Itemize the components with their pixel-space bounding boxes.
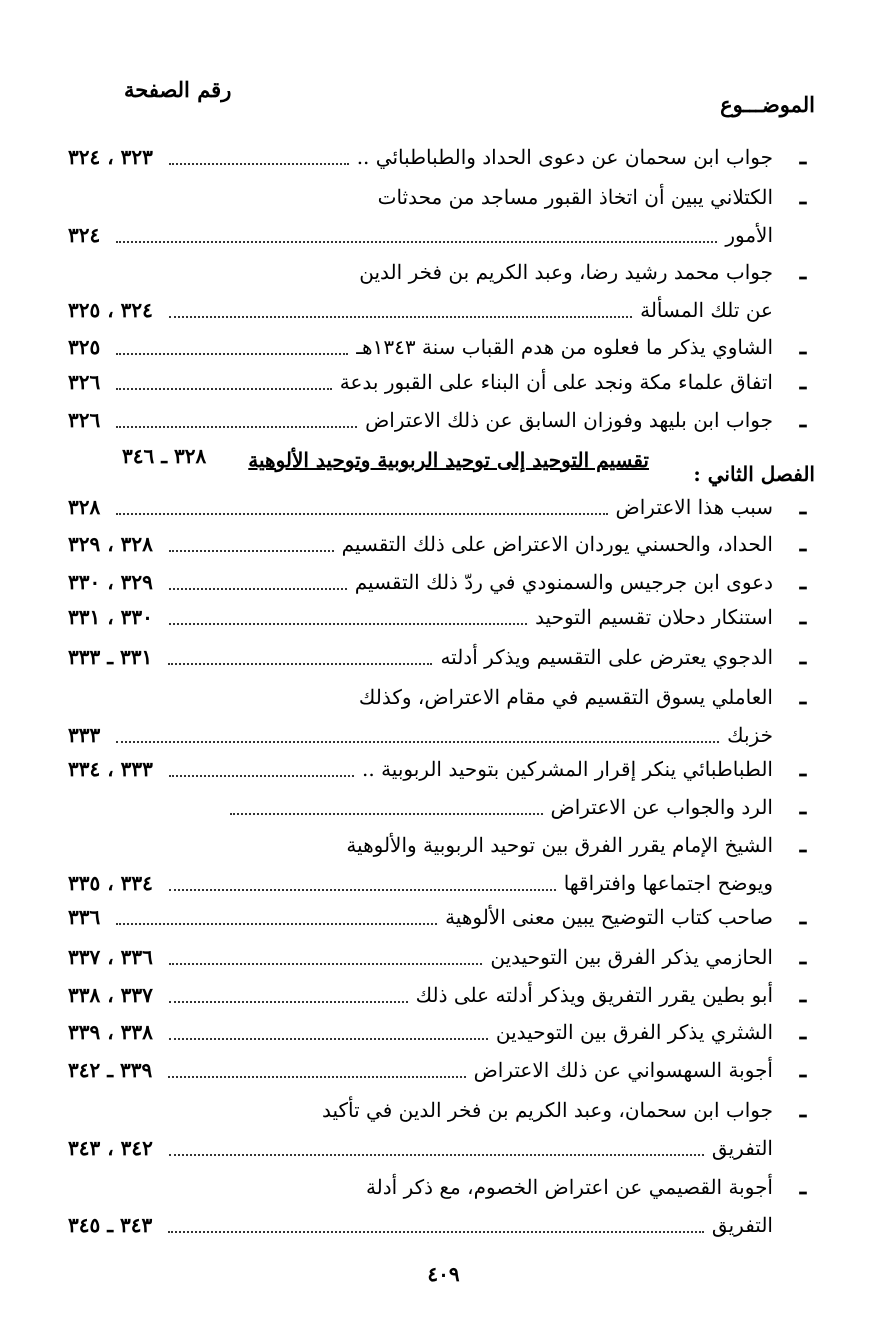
toc-entry-pages: ٣٣٦ ، ٣٣٧ bbox=[68, 945, 153, 969]
bullet-dash: ـ bbox=[799, 904, 807, 930]
toc-entry-line bbox=[60, 640, 815, 674]
toc-entry bbox=[60, 900, 815, 938]
toc-entry bbox=[60, 790, 815, 828]
toc-entry-pages: ٣٣٩ ـ ٣٤٢ bbox=[68, 1058, 153, 1082]
toc-entry-text: الحازمي يذكر الفرق بين التوحيدين bbox=[490, 945, 773, 969]
toc-entry-pages: ٣٣٤ ، ٣٣٥ bbox=[68, 871, 153, 895]
toc-entry-text: أجوبة السهسواني عن ذلك الاعتراض bbox=[473, 1058, 773, 1082]
toc-entry bbox=[60, 1093, 815, 1169]
toc-entry bbox=[60, 978, 815, 1016]
toc-entry-pages: ٣٤٢ ، ٣٤٣ bbox=[68, 1136, 153, 1160]
toc-entry-text: الحداد، والحسني يوردان الاعتراض على ذلك التقسيم bbox=[341, 532, 773, 556]
toc-entry-line bbox=[60, 718, 815, 752]
toc-entry-line bbox=[60, 1170, 815, 1204]
toc-entry-text: التفريق bbox=[711, 1213, 773, 1237]
bullet-dash: ـ bbox=[799, 644, 807, 670]
dot-leader bbox=[168, 663, 432, 665]
toc-entry-line bbox=[60, 527, 815, 561]
toc-entry-line bbox=[60, 403, 815, 437]
toc-entry bbox=[60, 1053, 815, 1091]
toc-entry-text: الرد والجواب عن الاعتراض bbox=[550, 795, 773, 819]
toc-entry-text: الدجوي يعترض على التقسيم ويذكر أدلته bbox=[440, 645, 773, 669]
dot-leader bbox=[116, 353, 348, 355]
bullet-dash: ـ bbox=[799, 334, 807, 360]
dot-leader bbox=[169, 588, 347, 590]
toc-entry-text: الكتلاني يبين أن اتخاذ القبور مساجد من محدثات bbox=[377, 185, 773, 209]
toc-entry-line bbox=[60, 1208, 815, 1242]
bullet-dash: ـ bbox=[799, 144, 807, 170]
toc-entry-text: أجوبة القصيمي عن اعتراض الخصوم، مع ذكر أدلة bbox=[365, 1175, 773, 1199]
toc-entry bbox=[60, 640, 815, 678]
bullet-dash: ـ bbox=[799, 1097, 807, 1123]
toc-entry bbox=[60, 140, 815, 178]
bullet-dash: ـ bbox=[799, 944, 807, 970]
toc-entry-line bbox=[60, 866, 815, 900]
toc-entry-line bbox=[60, 900, 815, 934]
toc-entry-pages: ٣٤٣ ـ ٣٤٥ bbox=[68, 1213, 153, 1237]
toc-entry-text: العاملي يسوق التقسيم في مقام الاعتراض، وكذلك bbox=[358, 685, 773, 709]
toc-entry-pages: ٣٢٤ ، ٣٢٥ bbox=[68, 298, 153, 322]
dot-leader bbox=[169, 623, 527, 625]
toc-entry bbox=[60, 490, 815, 528]
toc-entry bbox=[60, 680, 815, 756]
dot-leader bbox=[169, 1154, 704, 1156]
toc-entry-line bbox=[60, 490, 815, 524]
bullet-dash: ـ bbox=[799, 407, 807, 433]
toc-entry-pages: ٣٣٠ ، ٣٣١ bbox=[68, 605, 153, 629]
toc-entry-text: الشاوي يذكر ما فعلوه من هدم القباب سنة ١٣٤٣هـ bbox=[356, 335, 773, 359]
toc-entry bbox=[60, 828, 815, 904]
dot-leader bbox=[169, 775, 354, 777]
toc-entry-line bbox=[60, 255, 815, 289]
dot-leader bbox=[169, 889, 556, 891]
toc-entry-line bbox=[60, 218, 815, 252]
toc-entry-pages: ٣٢٥ bbox=[68, 335, 101, 359]
toc-entry-text: استنكار دحلان تقسيم التوحيد bbox=[535, 605, 773, 629]
toc-entry-pages: ٣٢٨ ، ٣٢٩ bbox=[68, 532, 153, 556]
toc-entry-text: التفريق bbox=[711, 1136, 773, 1160]
bullet-dash: ـ bbox=[799, 494, 807, 520]
dot-leader bbox=[230, 813, 543, 815]
toc-entry-text: سبب هذا الاعتراض bbox=[615, 495, 773, 519]
toc-entry bbox=[60, 403, 815, 441]
dot-leader bbox=[116, 741, 719, 743]
dot-leader bbox=[116, 388, 332, 390]
toc-entry-line bbox=[60, 140, 815, 174]
bullet-dash: ـ bbox=[799, 832, 807, 858]
dot-leader bbox=[169, 1001, 408, 1003]
toc-entry bbox=[60, 365, 815, 403]
toc-entry-line bbox=[60, 1093, 815, 1127]
dot-leader bbox=[116, 923, 437, 925]
bullet-dash: ـ bbox=[799, 569, 807, 595]
toc-entry-text: عن تلك المسألة bbox=[640, 298, 773, 322]
dot-leader bbox=[116, 241, 717, 243]
toc-entry-line bbox=[60, 680, 815, 714]
toc-entry bbox=[60, 600, 815, 638]
toc-entry bbox=[60, 255, 815, 331]
toc-entry-pages: ٣٢٦ bbox=[68, 370, 101, 394]
toc-entry-line bbox=[60, 180, 815, 214]
toc-entry-pages: ٣٣٨ ، ٣٣٩ bbox=[68, 1020, 153, 1044]
toc-entry-line bbox=[60, 940, 815, 974]
bullet-dash: ـ bbox=[799, 604, 807, 630]
topic-column-header: الموضـــوع bbox=[720, 92, 815, 117]
toc-entry-pages: ٣٣١ ـ ٣٣٣ bbox=[68, 645, 153, 669]
bullet-dash: ـ bbox=[799, 684, 807, 710]
toc-entry bbox=[60, 1015, 815, 1053]
chapter-pages: ٣٢٨ ـ ٣٤٦ bbox=[122, 444, 207, 468]
bullet-dash: ـ bbox=[799, 531, 807, 557]
toc-entry-text: الطباطبائي ينكر إقرار المشركين بتوحيد الربوبية .. bbox=[362, 757, 773, 781]
toc-entry-pages: ٣٢٤ bbox=[68, 223, 101, 247]
chapter-title: تقسيم التوحيد إلى توحيد الربوبية وتوحيد الألوهية bbox=[248, 448, 649, 472]
toc-entry bbox=[60, 1170, 815, 1246]
toc-entry-text: أبو بطين يقرر التفريق ويذكر أدلته على ذلك bbox=[415, 983, 773, 1007]
dot-leader bbox=[169, 963, 483, 965]
bullet-dash: ـ bbox=[799, 756, 807, 782]
dot-leader bbox=[169, 316, 632, 318]
dot-leader bbox=[169, 550, 334, 552]
toc-entry-line bbox=[60, 330, 815, 364]
toc-entry-text: جواب محمد رشيد رضا، وعبد الكريم بن فخر الدين bbox=[359, 260, 773, 284]
dot-leader bbox=[116, 426, 357, 428]
dot-leader bbox=[169, 1038, 488, 1040]
bullet-dash: ـ bbox=[799, 369, 807, 395]
bullet-dash: ـ bbox=[799, 794, 807, 820]
toc-entry bbox=[60, 527, 815, 565]
bullet-dash: ـ bbox=[799, 184, 807, 210]
toc-entry-line bbox=[60, 565, 815, 599]
toc-entry-line bbox=[60, 828, 815, 862]
toc-entry-pages: ٣٢٦ bbox=[68, 408, 101, 432]
toc-entry-line bbox=[60, 1015, 815, 1049]
bullet-dash: ـ bbox=[799, 1174, 807, 1200]
toc-entry-line bbox=[60, 978, 815, 1012]
toc-entry bbox=[60, 330, 815, 368]
toc-entry-pages: ٣٣٣ bbox=[68, 723, 101, 747]
page-number-column-header: رقم الصفحة bbox=[124, 77, 232, 102]
toc-entry-line bbox=[60, 790, 815, 824]
dot-leader bbox=[168, 1076, 465, 1078]
chapter-label: الفصل الثاني : bbox=[693, 462, 815, 486]
dot-leader bbox=[169, 163, 349, 165]
toc-entry-pages: ٣٢٣ ، ٣٢٤ bbox=[68, 145, 153, 169]
toc-entry-line bbox=[60, 1053, 815, 1087]
toc-entry-pages: ٣٣٦ bbox=[68, 905, 101, 929]
toc-entry-text: جواب ابن سحمان، وعبد الكريم بن فخر الدين في تأكيد bbox=[321, 1098, 773, 1122]
toc-entry-text: خزبك bbox=[727, 723, 773, 747]
toc-entry-text: جواب ابن بليهد وفوزان السابق عن ذلك الاعتراض bbox=[365, 408, 773, 432]
toc-entry bbox=[60, 565, 815, 603]
toc-entry-pages: ٣٣٧ ، ٣٣٨ bbox=[68, 983, 153, 1007]
toc-entry bbox=[60, 940, 815, 978]
bullet-dash: ـ bbox=[799, 1019, 807, 1045]
dot-leader bbox=[116, 513, 607, 515]
toc-entry-text: اتفاق علماء مكة ونجد على أن البناء على القبور بدعة bbox=[339, 370, 773, 394]
toc-entry-line bbox=[60, 752, 815, 786]
toc-entry-pages: ٣٣٣ ، ٣٣٤ bbox=[68, 757, 153, 781]
toc-entry-line bbox=[60, 1131, 815, 1165]
page-number: ٤٠٩ bbox=[427, 1262, 460, 1286]
toc-entry-text: الشيخ الإمام يقرر الفرق بين توحيد الربوبية والألوهية bbox=[346, 833, 773, 857]
toc-entry-line bbox=[60, 365, 815, 399]
toc-entry-line bbox=[60, 600, 815, 634]
toc-entry-text: جواب ابن سحمان عن دعوى الحداد والطباطبائي .. bbox=[356, 145, 773, 169]
toc-entry-text: الأمور bbox=[725, 223, 773, 247]
toc-entry-pages: ٣٢٩ ، ٣٣٠ bbox=[68, 570, 153, 594]
dot-leader bbox=[168, 1231, 704, 1233]
toc-entry-text: دعوى ابن جرجيس والسمنودي في ردّ ذلك التقسيم bbox=[354, 570, 773, 594]
bullet-dash: ـ bbox=[799, 259, 807, 285]
toc-entry-line bbox=[60, 293, 815, 327]
toc-entry-text: ويوضح اجتماعها وافتراقها bbox=[563, 871, 773, 895]
toc-entry bbox=[60, 752, 815, 790]
toc-entry-text: الشثري يذكر الفرق بين التوحيدين bbox=[495, 1020, 773, 1044]
bullet-dash: ـ bbox=[799, 1057, 807, 1083]
toc-entry-pages: ٣٢٨ bbox=[68, 495, 101, 519]
toc-entry bbox=[60, 180, 815, 256]
toc-entry-text: صاحب كتاب التوضيح يبين معنى الألوهية bbox=[445, 905, 773, 929]
bullet-dash: ـ bbox=[799, 982, 807, 1008]
